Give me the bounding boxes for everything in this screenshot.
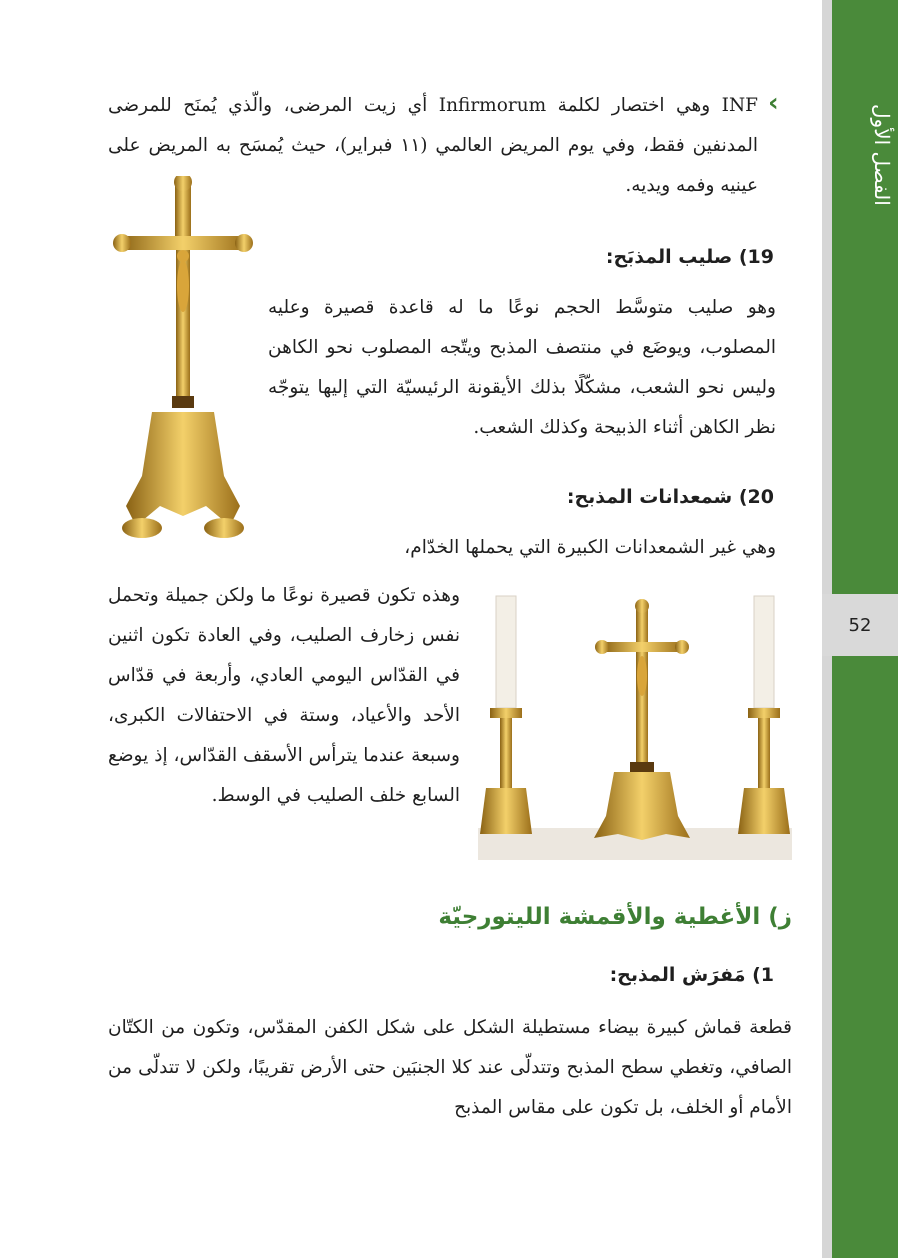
item-1-heading: 1) مَفرَش المذبح: xyxy=(609,964,774,986)
item-20-text-full: وهي غير الشمعدانات الكبيرة التي يحملها الخدّام، xyxy=(404,537,776,558)
section-title: ز) الأغطية والأقمشة الليتورجيّة xyxy=(438,904,792,930)
item-19-text: وهو صليب متوسَّط الحجم نوعًا ما له قاعدة قصيرة وعليه المصلوب، ويوضَع في منتصف المذبح ويتّجه المصلوب نحو الكاهن وليس نحو الشعب، مشكّلًا بذلك الأيقونة الرئيسيّة التي إليها يتوجّه نظر الكاهن أثناء الذبيحة وكذلك الشعب. xyxy=(268,297,776,438)
item-20-heading: 20) شمعدانات المذبح: xyxy=(566,486,774,508)
altar-candlesticks-image xyxy=(478,576,792,860)
intro-paragraph: INF وهي اختصار لكلمة Infirmorum أي زيت المرضى، والّذي يُمنَح للمرضى المدنفين فقط، وفي يوم المريض العالمي (١١ فبراير)، حيث يُمسَح به المريض على عينيه وفمه ويديه. xyxy=(108,95,759,196)
chevron-left-icon: ‹ xyxy=(768,88,779,118)
item-1-text: قطعة قماش كبيرة بيضاء مستطيلة الشكل على شكل الكفن المقدّس، وتكون من الكتّان الصافي، وتغطي سطح المذبح وتتدلّى عند كلا الجنبَين حتى الأرض تقريبًا، ولكن لا تتدلّى من الأمام أو الخلف، بل تكون على مقاس المذبح xyxy=(108,1017,792,1118)
item-20-text-narrow: وهذه تكون قصيرة نوعًا ما ولكن جميلة وتحمل نفس زخارف الصليب، وفي العادة تكون اثنين في القدّاس اليومي العادي، وأربعة في قدّاس الأحد والأعياد، وستة في الاحتفالات الكبرى، وسبعة عندما يترأس الأسقف القدّاس، إذ يوضع السابع خلف الصليب في الوسط. xyxy=(108,585,460,806)
page-number: 52 xyxy=(822,594,898,656)
item-19-heading: 19) صليب المذبَح: xyxy=(605,246,774,268)
chapter-label: الفصل الأول xyxy=(870,104,894,206)
altar-cross-image xyxy=(112,176,254,550)
